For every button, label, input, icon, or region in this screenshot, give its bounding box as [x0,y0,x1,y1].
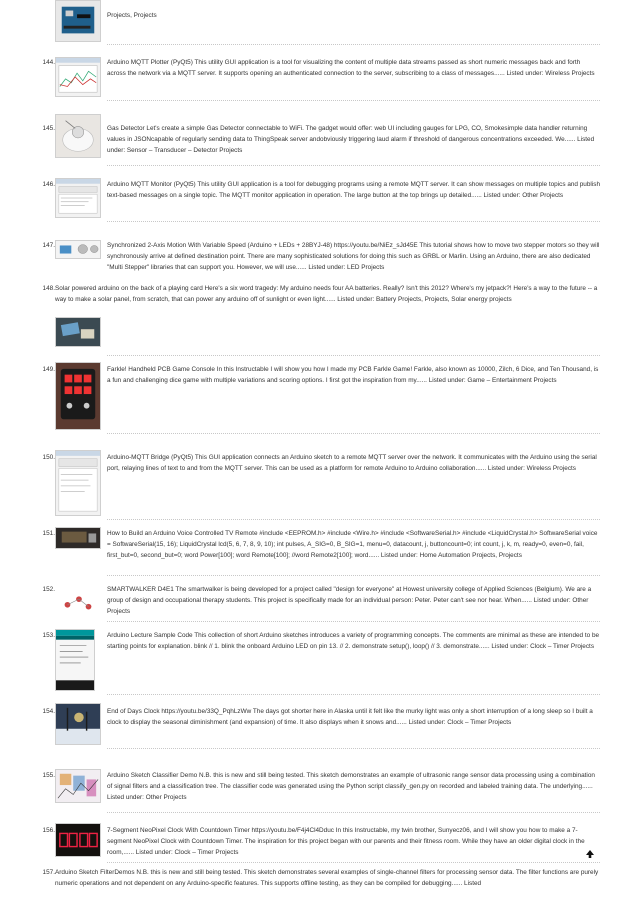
project-thumbnail-tv-remote[interactable] [55,527,101,549]
item-number: 144. [42,59,55,66]
project-description[interactable]: Arduino-MQTT Bridge (PyQt5) This GUI application connects an Arduino sketch to a remote MQTT server over the network. It communicates with the Arduino using the serial port, relaying lines of text to and from the MQTT server. This can be used as a platform for remote Arduino to Arduino collaboration...... Listed under: Wireless Projects [107,454,597,472]
item-number: 150. [42,454,55,461]
project-thumbnail-smartwalker[interactable] [55,585,101,617]
separator [107,621,600,622]
item-number: 155. [42,772,55,779]
separator [107,694,600,695]
item-number: 154. [42,708,55,715]
separator [107,519,600,520]
up-arrow-icon[interactable] [585,849,595,859]
item-number: 156. [42,827,55,834]
project-description[interactable]: Arduino Sketch FilterDemos N.B. this is new and still being tested. This sketch demonstrates several examples of single-channel filters for processing sensor data. The filter functions are purely numeric operations and not dependent on any Arduino-specific features. This supports offline testing, as they can be compiled for debugging...... Listed [55,869,599,887]
separator [107,812,600,813]
project-thumbnail-solar-card[interactable] [55,317,101,347]
project-description[interactable]: Gas Detector Let's create a simple Gas Detector connectable to WiFi. The gadget would offer: web UI including gauges for LPG, CO, Smokesimple data handler returning values in JSONcapable of regularly sending data to ThingSpeak server andobviously triggering laud alarm if threshold of dangerous concentrations exceeded. We...... Listed under: Sensor – Transducer – Detector Projects [107,125,595,154]
separator [107,165,600,166]
item-number: 148. [42,285,55,292]
separator [107,575,600,576]
project-thumbnail-farkle-console[interactable] [55,362,101,430]
project-description[interactable]: Arduino MQTT Monitor (PyQt5) This utility GUI application is a tool for debugging programs using a remote MQTT server. It can show messages on multiple topics and publish text-based messages on a single topic. The MQTT monitor application in operation. The large button at the top brings up detailed...... Listed under: Other Projects [107,181,601,199]
project-thumbnail-mqtt-bridge[interactable] [55,450,101,516]
item-number: 153. [42,632,55,639]
separator [107,748,600,749]
item-number: 149. [42,366,55,373]
project-description[interactable]: Projects, Projects [107,12,157,19]
separator [107,862,600,863]
project-description[interactable]: End of Days Clock https://youtu.be/33Q_PqhLzWw The days got shorter here in Alaska until it felt like the murky light was only a short interruption of a long sleep so I built a clock to display the seasonal diminishment (and expansion) of time. It also displays when it snows and...... Listed under: Clock – Timer Projects [107,708,593,726]
item-number: 151. [42,530,55,537]
project-description[interactable]: Arduino Sketch Classifier Demo N.B. this is new and still being tested. This sketch demonstrates an example of ultrasonic range sensor data processing using a combination of signal filters and a classification tree. The classifier code was generated using the Python script classify_gen.py on recorded and labeled training data. The underlying...... Listed under: Other Projects [107,772,595,801]
project-description[interactable]: Arduino MQTT Plotter (PyQt5) This utility GUI application is a tool for visualizing the content of multiple data streams passed as short numeric messages back and forth across the network via a MQTT server. It supports opening an authenticated connection to the server, subscribing to a class of messages...... Listed under: Wireless Projects [107,59,595,77]
project-description[interactable]: How to Build an Arduino Voice Controlled TV Remote #include <EEPROM.h> #include <Wire.h> #include <SoftwareSerial.h> #include <LiquidCrystal.h> SoftwareSerial voice = SoftwareSerial(15, 16); LiquidCrystal lcd(5, 6, 7, 8, 9, 10); int pulses, A_SIG=0, B_SIG=1, menu=0, datacount, j, buttoncount=0; int count, j, k, m, ready=0, even=0, fail, first_but=0, second_but=0; word Power[100]; word Remote[100]; //word Remote2[100]; word...... Listed under: Home Automation Projects, Projects [107,530,598,559]
project-description[interactable]: 7-Segment NeoPixel Clock With Countdown Timer https://youtu.be/F4j4Cl4Dduc In this Instructable, my twin brother, Sunyecz06, and I will show you how to make a 7-segment NeoPixel Clock with Countdown Timer. The inspiration for this project began with our parents and their fitness room. While they have an older digital clock in the room,...... Listed under: Clock – Timer Projects [107,827,585,856]
separator [107,221,600,222]
project-thumbnail-mqtt-plotter[interactable] [55,57,101,97]
project-thumbnail-neopixel-clock[interactable] [55,823,101,857]
project-description[interactable]: Arduino Lecture Sample Code This collection of short Arduino sketches introduces a variety of programming concepts. The comments are minimal as these are intended to be starting points for explanation. blink // 1. blink the onboard Arduino LED on pin 13. // 2. demonstrate setup(), loop() // 3. demonstrate...... Listed under: Clock – Timer Projects [107,632,600,650]
item-number: 157. [42,869,55,876]
project-thumbnail-arduino-board[interactable] [55,0,101,42]
separator [107,433,600,434]
project-thumbnail-sketch-classifier[interactable] [55,769,101,803]
separator [107,355,600,356]
item-number: 147. [42,242,55,249]
project-thumbnail-gas-detector[interactable] [55,114,101,158]
separator [107,44,600,45]
project-description[interactable]: SMARTWALKER D4E1 The smartwalker is being developed for a project called "design for everyone" at Howest university college of Applied Sciences (Belgium). We are a group of design and occupational therapy students. This project is specifically made for an individual person: Peter. Peter can't see nor hear. When...... Listed under: Other Projects [107,586,592,615]
project-description[interactable]: Solar powered arduino on the back of a playing card Here's a six word tragedy: My arduino needs four AA batteries. Really? Isn't this 2012? Where's my jetpack?! Here's a way to the future -- a way to make a solar panel, from scratch, that can power any arduino off of sunlight or even light...... Listed under: Battery Projects, Projects, Solar energy projects [55,285,598,303]
item-number: 146. [42,181,55,188]
item-number: 152. [42,586,55,593]
project-thumbnail-stepper-motion[interactable] [55,240,101,259]
project-thumbnail-mqtt-monitor[interactable] [55,178,101,218]
project-description[interactable]: Farkle! Handheld PCB Game Console In this Instructable I will show you how I made my PCB Farkle Game! Farkle, also known as 10000, Zilch, 6 Dice, and Ten Thousand, is a fun and challenging dice game with multiple variations and scoring options. I first got the inspiration from my...... Listed under: Game – Entertainment Projects [107,366,599,384]
separator [107,100,600,101]
project-thumbnail-lecture-code[interactable] [55,629,95,691]
project-description[interactable]: Synchronized 2-Axis Motion With Variable Speed (Arduino + LEDs + 28BYJ-48) https://youtu.be/NiEz_sJd45E This tutorial shows how to move two stepper motors so they will synchronously arrive at defined destination point. There are many sophisticated solutions for doing this such as GRBL or Marlin. Using an Arduino, there are also dedicated "Multi Stepper" libraries that can support you. However, we will use...... Listed under: LED Projects [107,242,600,271]
project-thumbnail-end-of-days-clock[interactable] [55,703,101,745]
item-number: 145. [42,125,55,132]
